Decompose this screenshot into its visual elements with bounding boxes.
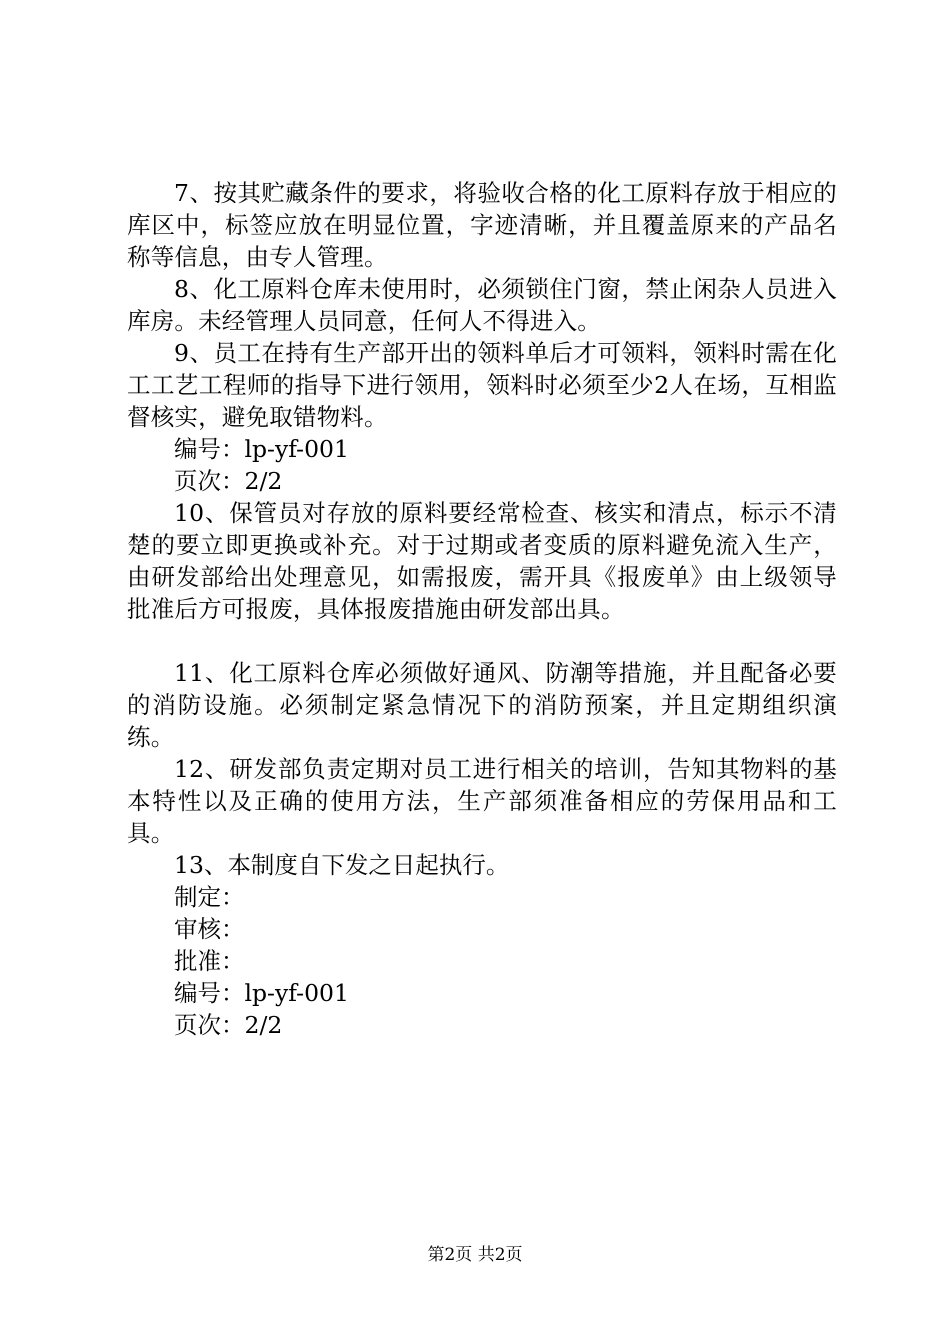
paragraph-item-7: 7、按其贮藏条件的要求，将验收合格的化工原料存放于相应的库区中，标签应放在明显位置，字迹清晰，并且覆盖原来的产品名称等信息，由专人管理。 (127, 179, 837, 271)
paragraph-item-10: 10、保管员对存放的原料要经常检查、核实和清点，标示不清楚的要立即更换或补充。对于过期或者变质的原料避免流入生产，由研发部给出处理意见，如需报废，需开具《报废单》由上级领导批准后方可报废，具体报废措施由研发部出具。 (127, 499, 837, 623)
paragraph-item-8: 8、化工原料仓库未使用时，必须锁住门窗，禁止闲杂人员进入库房。未经管理人员同意，任何人不得进入。 (127, 275, 837, 335)
page-count-field-footer: 页次：2/2 (174, 1011, 283, 1039)
page-count-field: 页次：2/2 (174, 467, 283, 495)
paragraph-item-9: 9、员工在持有生产部开出的领料单后才可领料，领料时需在化工工艺工程师的指导下进行领用，领料时必须至少2人在场，互相监督核实，避免取错物料。 (127, 339, 837, 431)
approved-by-field: 批准： (174, 947, 245, 975)
paragraph-item-13: 13、本制度自下发之日起执行。 (174, 851, 510, 879)
document-body (127, 177, 837, 1041)
paragraph-item-12: 12、研发部负责定期对员工进行相关的培训，告知其物料的基本特性以及正确的使用方法，生产部须准备相应的劳保用品和工具。 (127, 755, 837, 847)
page-footer: 第2页 共2页 (427, 1245, 523, 1265)
document-number-field-footer: 编号：lp-yf-001 (174, 979, 349, 1007)
drafted-by-field: 制定： (174, 883, 245, 911)
document-number-field: 编号：lp-yf-001 (174, 435, 349, 463)
paragraph-item-11: 11、化工原料仓库必须做好通风、防潮等措施，并且配备必要的消防设施。必须制定紧急情况下的消防预案，并且定期组织演练。 (127, 659, 837, 751)
reviewed-by-field: 审核： (174, 915, 245, 943)
